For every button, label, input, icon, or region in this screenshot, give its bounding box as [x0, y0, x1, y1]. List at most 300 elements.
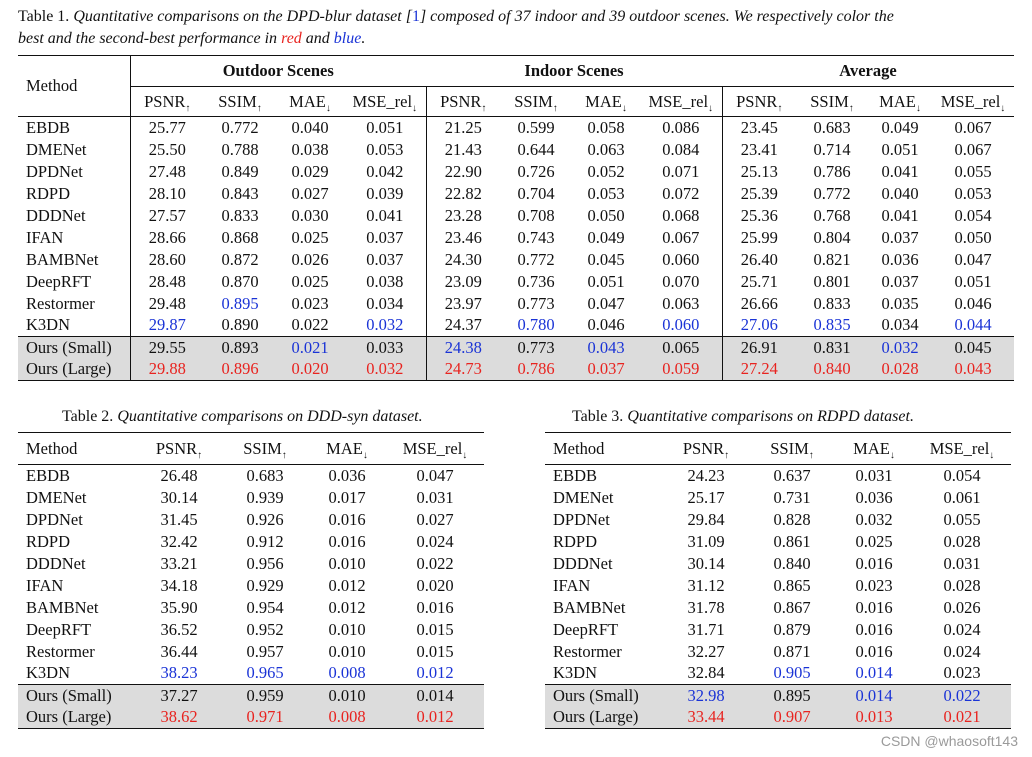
- table-row: [545, 465, 1011, 487]
- value-cell: 0.050: [954, 227, 992, 247]
- value-cell: 31.12: [687, 575, 725, 595]
- value-cell: 0.867: [773, 597, 811, 617]
- value-cell: 28.66: [148, 227, 186, 247]
- metric-arrow: ↓: [362, 449, 368, 461]
- value-cell: 0.039: [344, 183, 426, 205]
- value-cell: 0.704: [517, 183, 555, 203]
- value-cell: 0.015: [416, 619, 454, 639]
- value-cell: 25.17: [687, 487, 725, 507]
- metric-header: [868, 87, 932, 117]
- value-cell: 32.98: [687, 685, 725, 705]
- value-cell: 29.87: [148, 315, 186, 335]
- value-cell: 0.053: [954, 183, 992, 203]
- value-cell: 0.054: [954, 205, 992, 225]
- value-cell: 0.786: [517, 359, 555, 379]
- table1-caption-text-2: ] composed of 37 indoor and 39 outdoor scenes. We respectively color the: [419, 8, 894, 25]
- method-name: Restormer: [26, 641, 95, 661]
- value-cell: 0.893: [221, 337, 259, 357]
- value-cell: 0.012: [328, 597, 366, 617]
- value-cell: 0.012: [328, 575, 366, 595]
- value-cell: 25.99: [740, 227, 778, 247]
- value-cell: 0.870: [221, 271, 259, 291]
- value-cell: 0.052: [587, 161, 625, 181]
- table1: [18, 55, 1014, 381]
- metric-label: PSNR: [440, 91, 482, 111]
- value-cell: 0.840: [773, 553, 811, 573]
- value-cell: 0.010: [328, 553, 366, 573]
- value-cell: 0.036: [881, 249, 919, 269]
- value-cell: 23.28: [444, 205, 482, 225]
- metric-arrow: ↑: [848, 102, 854, 114]
- value-cell: 0.045: [954, 337, 992, 357]
- metric-header: [276, 87, 344, 117]
- metric-arrow: ↓: [708, 102, 714, 114]
- metric-label: SSIM: [770, 438, 809, 458]
- value-cell: 31.09: [687, 531, 725, 551]
- metric-header: [130, 87, 204, 117]
- value-cell: 0.022: [943, 685, 981, 705]
- metric-label: MSE_rel: [940, 91, 1001, 111]
- value-cell: 31.71: [687, 619, 725, 639]
- value-cell: 0.021: [291, 337, 329, 357]
- value-cell: 24.30: [444, 249, 482, 269]
- value-cell: 0.926: [246, 509, 284, 529]
- method-name: EBDB: [26, 465, 71, 485]
- value-cell: 35.90: [160, 597, 198, 617]
- value-cell: 0.010: [328, 685, 366, 705]
- metric-arrow: ↓: [621, 102, 627, 114]
- method-name: Ours (Large): [26, 707, 112, 727]
- method-name: DPDNet: [26, 509, 83, 529]
- table1-caption-line2: [18, 28, 365, 50]
- table-row: [18, 685, 484, 707]
- table-row: [18, 509, 484, 531]
- value-cell: 28.60: [148, 249, 186, 269]
- value-cell: 0.060: [640, 249, 722, 271]
- value-cell: 23.97: [444, 293, 482, 313]
- table2-caption-prefix: Table 2.: [62, 408, 114, 425]
- table-row: [18, 249, 1014, 271]
- value-cell: 0.828: [773, 509, 811, 529]
- value-cell: 26.40: [740, 249, 778, 269]
- value-cell: 25.71: [740, 271, 778, 291]
- value-cell: 0.016: [416, 597, 454, 617]
- table1-group-indoor: Indoor Scenes: [426, 56, 722, 87]
- value-cell: 0.821: [813, 249, 851, 269]
- value-cell: 0.072: [640, 183, 722, 205]
- value-cell: 27.57: [148, 205, 186, 225]
- value-cell: 0.041: [344, 205, 426, 227]
- value-cell: 0.045: [587, 249, 625, 269]
- method-name: DDDNet: [553, 553, 613, 573]
- value-cell: 0.022: [291, 315, 329, 335]
- value-cell: 0.036: [328, 465, 366, 485]
- value-cell: 25.50: [148, 139, 186, 159]
- value-cell: 0.736: [517, 271, 555, 291]
- value-cell: 0.061: [943, 487, 981, 507]
- method-name: DMENet: [18, 139, 130, 161]
- table-row: [18, 293, 1014, 315]
- table-row: [18, 707, 484, 729]
- table-row: [545, 685, 1011, 707]
- value-cell: 0.037: [344, 249, 426, 271]
- value-cell: 0.773: [517, 293, 555, 313]
- metric-arrow: ↑: [552, 102, 558, 114]
- method-name: IFAN: [553, 575, 591, 595]
- method-name: DeepRFT: [26, 619, 92, 639]
- metric-arrow: ↑: [777, 102, 783, 114]
- value-cell: 0.780: [517, 315, 555, 335]
- metric-header: [913, 433, 1011, 465]
- metric-header: [722, 87, 796, 117]
- metric-header: [500, 87, 572, 117]
- table-row: [18, 139, 1014, 161]
- value-cell: 29.84: [687, 509, 725, 529]
- table-row: [545, 663, 1011, 685]
- value-cell: 0.067: [954, 117, 992, 137]
- value-cell: 25.39: [740, 183, 778, 203]
- value-cell: 26.66: [740, 293, 778, 313]
- value-cell: 0.046: [954, 293, 992, 313]
- value-cell: 26.91: [740, 337, 778, 357]
- table1-caption-and: and: [305, 30, 330, 47]
- value-cell: 0.637: [773, 465, 811, 485]
- value-cell: 24.37: [444, 315, 482, 335]
- table3-method-header: Method: [553, 438, 605, 458]
- metric-header: [426, 87, 500, 117]
- method-name: EBDB: [553, 465, 598, 485]
- value-cell: 28.10: [148, 183, 186, 203]
- method-name: DDDNet: [26, 553, 86, 573]
- metric-header: [932, 87, 1014, 117]
- table3-caption: [572, 406, 914, 428]
- value-cell: 0.010: [328, 619, 366, 639]
- value-cell: 0.773: [517, 337, 555, 357]
- table-row: [545, 641, 1011, 663]
- value-cell: 24.73: [444, 359, 482, 379]
- metric-header: [222, 433, 308, 465]
- metric-label: MAE: [326, 438, 363, 458]
- table1-caption-red-word: red: [281, 30, 302, 47]
- method-name: EBDB: [18, 117, 130, 139]
- value-cell: 0.068: [640, 205, 722, 227]
- value-cell: 0.028: [943, 575, 981, 595]
- value-cell: 0.051: [587, 271, 625, 291]
- metric-arrow: ↓: [1000, 102, 1006, 114]
- value-cell: 0.032: [855, 509, 893, 529]
- value-cell: 0.067: [954, 139, 992, 159]
- value-cell: 0.010: [328, 641, 366, 661]
- value-cell: 0.023: [855, 575, 893, 595]
- value-cell: 0.055: [943, 509, 981, 529]
- value-cell: 0.868: [221, 227, 259, 247]
- value-cell: 0.047: [587, 293, 625, 313]
- value-cell: 22.90: [444, 161, 482, 181]
- value-cell: 28.48: [148, 271, 186, 291]
- value-cell: 0.714: [813, 139, 851, 159]
- metric-arrow: ↑: [808, 449, 814, 461]
- value-cell: 0.849: [221, 161, 259, 181]
- metric-arrow: ↑: [724, 449, 730, 461]
- value-cell: 0.023: [943, 663, 981, 683]
- value-cell: 0.034: [881, 315, 919, 335]
- value-cell: 32.27: [687, 641, 725, 661]
- value-cell: 0.644: [517, 139, 555, 159]
- value-cell: 23.41: [740, 139, 778, 159]
- metric-arrow: ↓: [915, 102, 921, 114]
- value-cell: 0.008: [328, 663, 366, 683]
- method-name: IFAN: [18, 227, 130, 249]
- value-cell: 0.053: [344, 139, 426, 161]
- metric-header: [572, 87, 640, 117]
- value-cell: 23.45: [740, 117, 778, 137]
- value-cell: 21.43: [444, 139, 482, 159]
- value-cell: 0.788: [221, 139, 259, 159]
- table1-caption-text-1: Quantitative comparisons on the DPD-blur dataset [: [73, 8, 412, 25]
- value-cell: 0.021: [943, 707, 981, 727]
- table-row: [545, 707, 1011, 729]
- value-cell: 0.020: [291, 359, 329, 379]
- table-row: [545, 509, 1011, 531]
- metric-label: PSNR: [736, 91, 778, 111]
- value-cell: 0.031: [855, 465, 893, 485]
- value-cell: 0.907: [773, 707, 811, 727]
- metric-label: SSIM: [810, 91, 849, 111]
- value-cell: 0.008: [328, 707, 366, 727]
- value-cell: 0.879: [773, 619, 811, 639]
- value-cell: 0.024: [943, 641, 981, 661]
- table1-caption-end: .: [361, 30, 366, 47]
- table-row: [18, 619, 484, 641]
- table-row: [545, 575, 1011, 597]
- value-cell: 0.743: [517, 227, 555, 247]
- method-name: DeepRFT: [553, 619, 619, 639]
- value-cell: 0.895: [773, 685, 811, 705]
- value-cell: 0.026: [943, 597, 981, 617]
- method-name: IFAN: [26, 575, 64, 595]
- value-cell: 0.965: [246, 663, 284, 683]
- method-name: Ours (Large): [18, 359, 130, 381]
- value-cell: 0.032: [881, 337, 919, 357]
- value-cell: 31.45: [160, 509, 198, 529]
- table2-method-header: Method: [26, 438, 78, 458]
- value-cell: 0.037: [881, 227, 919, 247]
- table-row: [18, 337, 1014, 359]
- metric-arrow: ↓: [989, 449, 995, 461]
- method-name: Ours (Small): [26, 685, 112, 705]
- value-cell: 38.23: [160, 663, 198, 683]
- table3-caption-text: Quantitative comparisons on RDPD dataset.: [627, 408, 914, 425]
- value-cell: 0.012: [416, 663, 454, 683]
- value-cell: 0.035: [881, 293, 919, 313]
- value-cell: 0.028: [881, 359, 919, 379]
- table-row: [545, 619, 1011, 641]
- value-cell: 25.36: [740, 205, 778, 225]
- value-cell: 0.040: [881, 183, 919, 203]
- value-cell: 0.896: [221, 359, 259, 379]
- table-row: [18, 663, 484, 685]
- table-row: [18, 161, 1014, 183]
- metric-header: [663, 433, 749, 465]
- table2-caption: [62, 406, 423, 428]
- value-cell: 0.038: [344, 271, 426, 293]
- table1-caption-blue-word: blue: [333, 30, 362, 47]
- value-cell: 0.054: [943, 465, 981, 485]
- value-cell: 0.027: [291, 183, 329, 203]
- value-cell: 0.014: [855, 663, 893, 683]
- table1-group-average: Average: [722, 56, 1014, 87]
- metric-label: MSE_rel: [352, 91, 413, 111]
- metric-label: SSIM: [514, 91, 553, 111]
- table-row: [18, 575, 484, 597]
- value-cell: 0.015: [416, 641, 454, 661]
- value-cell: 24.38: [444, 337, 482, 357]
- value-cell: 0.726: [517, 161, 555, 181]
- value-cell: 0.024: [943, 619, 981, 639]
- value-cell: 24.23: [687, 465, 725, 485]
- watermark: CSDN @whaosoft143: [880, 733, 1018, 749]
- value-cell: 23.46: [444, 227, 482, 247]
- value-cell: 0.016: [328, 531, 366, 551]
- value-cell: 0.058: [587, 117, 625, 137]
- table-row: [18, 271, 1014, 293]
- value-cell: 0.060: [640, 315, 722, 337]
- value-cell: 31.78: [687, 597, 725, 617]
- value-cell: 0.890: [221, 315, 259, 335]
- value-cell: 0.070: [640, 271, 722, 293]
- value-cell: 0.025: [291, 227, 329, 247]
- value-cell: 0.768: [813, 205, 851, 225]
- method-name: RDPD: [553, 531, 598, 551]
- method-name: DPDNet: [553, 509, 610, 529]
- value-cell: 0.028: [943, 531, 981, 551]
- table-row: [18, 531, 484, 553]
- metric-arrow: ↑: [185, 102, 191, 114]
- value-cell: 36.44: [160, 641, 198, 661]
- value-cell: 0.872: [221, 249, 259, 269]
- table1-caption: [18, 6, 894, 28]
- value-cell: 0.016: [328, 509, 366, 529]
- value-cell: 0.049: [587, 227, 625, 247]
- value-cell: 0.840: [813, 359, 851, 379]
- value-cell: 0.059: [640, 359, 722, 381]
- value-cell: 0.049: [881, 117, 919, 137]
- value-cell: 0.801: [813, 271, 851, 291]
- metric-label: MSE_rel: [929, 438, 990, 458]
- value-cell: 0.043: [587, 337, 625, 357]
- value-cell: 0.055: [954, 161, 992, 181]
- value-cell: 37.27: [160, 685, 198, 705]
- method-name: K3DN: [26, 663, 70, 683]
- value-cell: 0.032: [344, 315, 426, 337]
- value-cell: 33.44: [687, 707, 725, 727]
- value-cell: 0.959: [246, 685, 284, 705]
- table-row: [18, 183, 1014, 205]
- value-cell: 27.06: [740, 315, 778, 335]
- value-cell: 0.017: [328, 487, 366, 507]
- value-cell: 29.88: [148, 359, 186, 379]
- value-cell: 0.053: [587, 183, 625, 203]
- value-cell: 27.48: [148, 161, 186, 181]
- metric-label: PSNR: [682, 438, 725, 458]
- table-row: [18, 227, 1014, 249]
- value-cell: 27.24: [740, 359, 778, 379]
- value-cell: 0.041: [881, 205, 919, 225]
- value-cell: 0.786: [813, 161, 851, 181]
- method-name: Ours (Small): [553, 685, 639, 705]
- value-cell: 0.022: [416, 553, 454, 573]
- method-name: RDPD: [18, 183, 130, 205]
- value-cell: 0.865: [773, 575, 811, 595]
- value-cell: 0.046: [587, 315, 625, 335]
- value-cell: 0.044: [954, 315, 992, 335]
- metric-label: PSNR: [144, 91, 186, 111]
- value-cell: 0.939: [246, 487, 284, 507]
- table1-caption-prefix: Table 1.: [18, 8, 70, 25]
- value-cell: 0.772: [221, 117, 259, 137]
- value-cell: 0.905: [773, 663, 811, 683]
- table-row: [18, 465, 484, 487]
- metric-header: [204, 87, 276, 117]
- value-cell: 0.063: [640, 293, 722, 315]
- table-row: [545, 597, 1011, 619]
- value-cell: 34.18: [160, 575, 198, 595]
- table-row: [18, 641, 484, 663]
- metric-header: [386, 433, 484, 465]
- value-cell: 29.55: [148, 337, 186, 357]
- value-cell: 0.683: [813, 117, 851, 137]
- metric-header: [308, 433, 386, 465]
- value-cell: 0.895: [221, 293, 259, 313]
- metric-label: MSE_rel: [648, 91, 709, 111]
- value-cell: 0.032: [344, 359, 426, 381]
- value-cell: 0.014: [855, 685, 893, 705]
- value-cell: 0.957: [246, 641, 284, 661]
- value-cell: 30.14: [687, 553, 725, 573]
- method-name: DMENet: [553, 487, 614, 507]
- value-cell: 0.843: [221, 183, 259, 203]
- value-cell: 0.016: [855, 619, 893, 639]
- table2-caption-text: Quantitative comparisons on DDD-syn dataset.: [117, 408, 423, 425]
- value-cell: 0.047: [954, 249, 992, 269]
- value-cell: 38.62: [160, 707, 198, 727]
- table-row: [545, 487, 1011, 509]
- metric-header: [749, 433, 835, 465]
- value-cell: 22.82: [444, 183, 482, 203]
- value-cell: 0.804: [813, 227, 851, 247]
- method-name: BAMBNet: [26, 597, 99, 617]
- value-cell: 0.023: [291, 293, 329, 313]
- value-cell: 0.051: [881, 139, 919, 159]
- value-cell: 29.48: [148, 293, 186, 313]
- value-cell: 0.037: [344, 227, 426, 249]
- value-cell: 0.835: [813, 315, 851, 335]
- metric-arrow: ↓: [412, 102, 418, 114]
- table-row: [18, 359, 1014, 381]
- table1-caption-citation-link[interactable]: 1: [411, 8, 420, 25]
- metric-header: [344, 87, 426, 117]
- value-cell: 0.012: [416, 707, 454, 727]
- value-cell: 0.034: [344, 293, 426, 315]
- metric-arrow: ↑: [281, 449, 287, 461]
- value-cell: 25.13: [740, 161, 778, 181]
- value-cell: 0.833: [813, 293, 851, 313]
- value-cell: 0.051: [954, 271, 992, 291]
- metric-label: MAE: [853, 438, 890, 458]
- metric-header: [136, 433, 222, 465]
- metric-label: SSIM: [243, 438, 282, 458]
- method-name: Ours (Large): [553, 707, 639, 727]
